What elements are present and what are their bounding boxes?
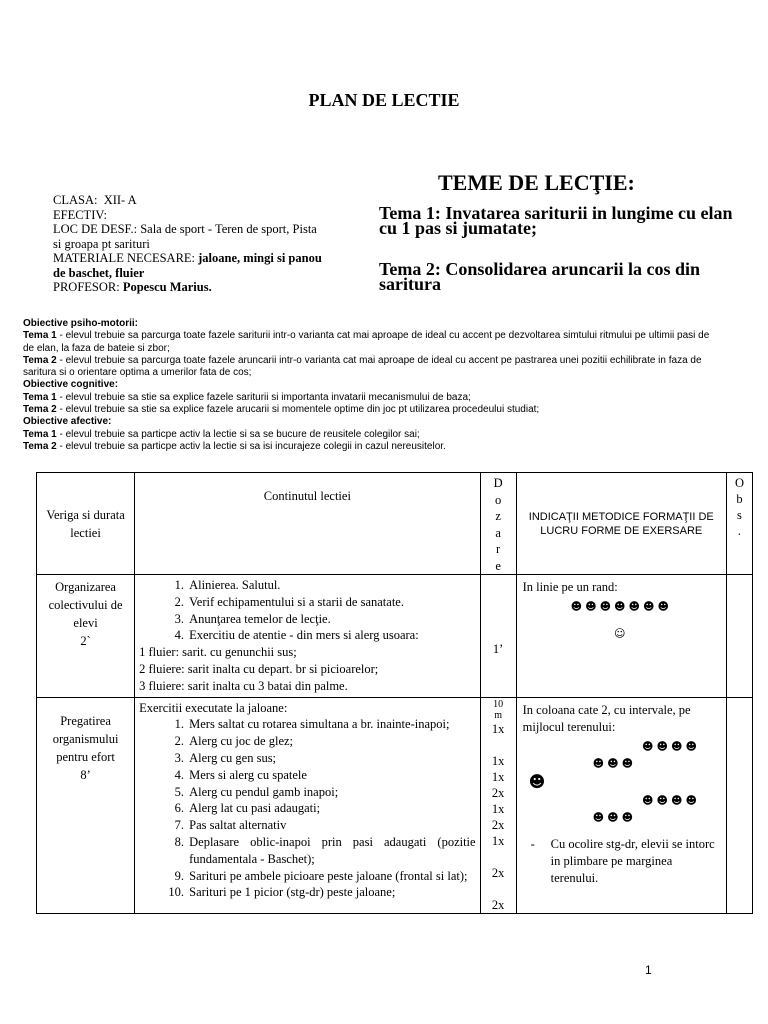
header-dozare-letter: o	[494, 492, 502, 507]
loc-label: LOC DE DESF.:	[53, 222, 138, 236]
stage-cell	[37, 697, 135, 913]
tema-label: Tema 1	[23, 330, 57, 342]
list-item: 9. Sarituri pe ambele picioare peste jaloane (frontal si lat);	[187, 868, 475, 885]
clasa-label: CLASA:	[53, 193, 98, 207]
class-info	[53, 193, 323, 295]
psiho-heading: Obiective psiho-motorii:	[23, 318, 139, 329]
list-item: 3. Anunţarea temelor de lecţie.	[187, 611, 475, 628]
tema-label: Tema 2	[23, 404, 57, 416]
group-row-icon: ☻☻☻	[592, 810, 637, 824]
formation-text: In coloana cate 2, cu intervale, pe mijlocul terenului:	[522, 702, 691, 734]
dose-value: 1x	[491, 753, 505, 768]
profesor-value: Popescu Marius.	[122, 280, 212, 294]
stage-name: Pregatirea organismului pentru efort	[52, 713, 119, 764]
list-item: 4. Exercitiu de atentie - din mers si alerg usoara:	[187, 627, 475, 644]
dose-value: 2x	[491, 897, 505, 912]
header-obs-letter: b	[736, 492, 743, 506]
obs-cell	[726, 575, 752, 698]
indications-cell	[516, 575, 726, 698]
page-number: 1	[645, 963, 652, 977]
list-item: 8. Deplasare oblic-inapoi prin pasi adaugati (pozitie fundamentala - Baschet);	[187, 834, 475, 868]
efectiv-label: EFECTIV:	[53, 207, 107, 222]
tema-label: Tema 2	[23, 440, 57, 452]
dose-unit: m	[494, 709, 502, 721]
dose-cell	[480, 575, 516, 698]
theme-1: Tema 1: Invatarea sariturii in lungime cu elan cu 1 pas si jumatate;	[379, 203, 733, 238]
list-item: 2. Alerg cu joc de glez;	[187, 733, 475, 750]
teacher-icon: ☻	[528, 771, 546, 791]
header-dozare-letter: r	[496, 542, 501, 556]
psiho-tema1	[23, 330, 723, 355]
signal-line: 3 fluiere: sarit inalta cu 3 batai din palme.	[139, 678, 348, 693]
tema-label: Tema 1	[23, 391, 57, 403]
list-item: 7. Pas saltat alternativ	[187, 817, 475, 834]
list-item: 1. Mers saltat cu rotarea simultana a br. inainte-inapoi;	[187, 716, 475, 733]
stage-name: Organizarea colectivului de elevi	[48, 580, 123, 630]
profesor-label: PROFESOR:	[53, 280, 120, 294]
afect-heading: Obiective afective:	[23, 416, 112, 428]
list-item: 3. Alerg cu gen sus;	[187, 750, 475, 767]
dose-cell	[480, 697, 516, 913]
cogn-tema1	[23, 392, 723, 404]
lesson-table	[36, 472, 753, 914]
indications-cell	[516, 697, 726, 913]
header-dozare	[480, 473, 516, 575]
clasa-value: XII- A	[103, 193, 137, 207]
tema-label: Tema 2	[23, 354, 57, 366]
stage-duration: 2`	[80, 634, 91, 648]
header-obs-letter: O	[734, 476, 744, 490]
obs-cell	[726, 697, 752, 913]
list-item: - Cu ocolire stg-dr, elevii se intorc in plimbare pe marginea terenului.	[551, 836, 720, 887]
header-obs	[726, 473, 752, 575]
table-row	[37, 697, 753, 913]
materiale-label: MATERIALE NECESARE:	[53, 251, 196, 265]
header-obs-letter: .	[737, 524, 742, 538]
list-item: 5. Alerg cu pendul gamb inapoi;	[187, 784, 475, 801]
objective-text: - elevul trebuie sa parcurga toate fazele sariturii intr-o varianta cat mai aproape de ideal cu accent pe dezvoltarea simtului ritmului pe ultimii pasi de de elan, la faza de bateie si zbor;	[23, 330, 710, 354]
signal-line: 2 fluiere: sarit inalta cu depart. br si picioarelor;	[139, 661, 379, 676]
header-continut: Continutul lectiei	[135, 473, 480, 575]
list-item: 4. Mers si alerg cu spatele	[187, 767, 475, 784]
students-row-icon: ☻☻☻☻☻☻☻	[570, 600, 672, 613]
header-dozare-letter: a	[495, 525, 501, 540]
content-cell	[135, 575, 480, 698]
loc-value: Sala de sport - Teren de sport, Pista si groapa pt sarituri	[53, 222, 317, 251]
dose-value: 1x	[491, 833, 505, 848]
afect-tema2	[23, 441, 723, 453]
header-veriga: Veriga si durata lectiei	[37, 473, 135, 575]
table-header-row	[37, 473, 753, 575]
objective-text: - elevul trebuie sa particpe activ la lectie si sa se bucure de reusitele colegilor sai;	[56, 428, 420, 440]
exercise-intro: Exercitii executate la jaloane:	[139, 700, 288, 715]
dose-value: 10	[493, 698, 504, 710]
cogn-tema2	[23, 404, 723, 416]
formation-text: In linie pe un rand:	[522, 580, 618, 594]
cogn-heading: Obiective cognitive:	[23, 379, 119, 391]
content-cell	[135, 697, 480, 913]
dose-value: 1’	[492, 642, 504, 656]
afect-tema1	[23, 429, 723, 441]
objective-text: - elevul trebuie sa stie sa explice fazele arucarii si momentele optime din joc pt utilizarea procedeului studiat;	[56, 404, 540, 416]
list-item: 2. Verif echipamentului si a starii de sanatate.	[187, 594, 475, 611]
objective-text: - elevul trebuie sa stie sa explice fazele sariturii si importanta invatarii mecanismului de baza;	[56, 391, 471, 403]
tema-label: Tema 1	[23, 428, 57, 440]
table-row	[37, 575, 753, 698]
materiale-value: jaloane, mingi si panou de baschet, fluier	[53, 251, 322, 280]
list-item: 10. Sarituri pe 1 picior (stg-dr) peste jaloane;	[187, 884, 475, 901]
objectives-section	[23, 318, 723, 453]
theme-2: Tema 2: Consolidarea aruncarii la cos din saritura	[379, 259, 701, 294]
dose-value: 1x	[491, 769, 505, 784]
dose-value: 2x	[491, 785, 505, 800]
stage-duration: 8’	[80, 767, 91, 782]
signal-line: 1 fluier: sarit. cu genunchii sus;	[139, 645, 297, 660]
group-row-icon: ☻☻☻	[592, 756, 637, 770]
objective-text: - elevul trebuie sa particpe activ la lectie si sa isi incurajeze colegii in cazul nereusitelor.	[56, 440, 446, 452]
header-dozare-letter: D	[493, 476, 503, 490]
themes-heading: TEME DE LECŢIE:	[438, 170, 635, 195]
dose-value: 2x	[491, 817, 505, 832]
dose-value: 1x	[491, 721, 505, 736]
list-item: 1. Alinierea. Salutul.	[187, 577, 475, 594]
header-dozare-letter: z	[495, 509, 501, 523]
group-row-icon: ☻☻☻☻	[642, 739, 700, 753]
list-item: 6. Alerg lat cu pasi adaugati;	[187, 800, 475, 817]
header-indicatii: INDICAŢII METODICE FORMAŢII DE LUCRU FORME DE EXERSARE	[516, 473, 726, 575]
psiho-tema2	[23, 355, 723, 380]
teacher-icon: ☺	[614, 627, 629, 640]
header-dozare-letter: e	[495, 558, 501, 573]
dose-value: 2x	[491, 865, 505, 880]
header-obs-letter: s	[737, 508, 742, 522]
stage-cell	[37, 575, 135, 698]
document-title: PLAN DE LECTIE	[308, 90, 460, 110]
objective-text: - elevul trebuie sa parcurga toate fazele aruncarii intr-o varianta cat mai aproape de ideal cu accent pe pastrarea unei pozitii echilibrate in faza de saritura si o orientare optima a umerilor fata de cos;	[23, 354, 702, 379]
dose-value: 1x	[491, 801, 505, 816]
group-row-icon: ☻☻☻☻	[642, 793, 700, 807]
